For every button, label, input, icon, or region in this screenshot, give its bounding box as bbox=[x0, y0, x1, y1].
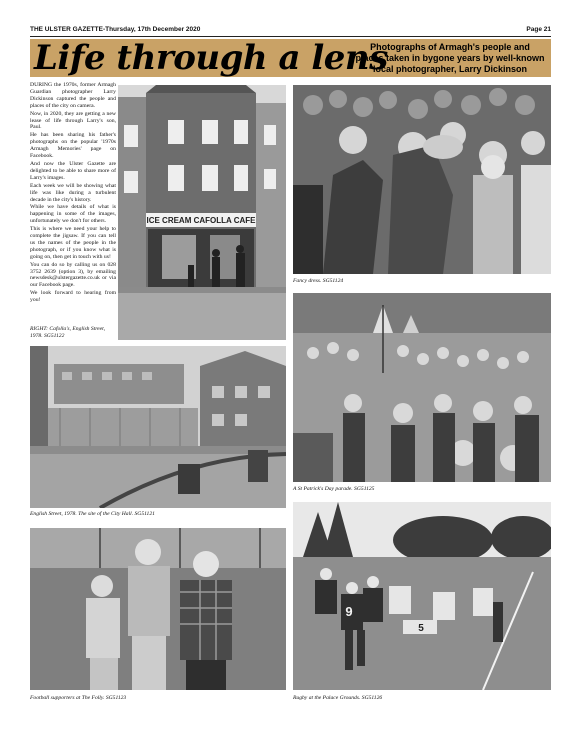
cafolla-caption: RIGHT: Cafolla's, English Street, 1978. SG51122 bbox=[30, 326, 106, 339]
football-photo bbox=[30, 528, 286, 690]
article-paragraph: DURING the 1970s, former Armagh Guardian photographer Larry Dickinson captured the people and places of the city on camera. bbox=[30, 82, 116, 109]
article-paragraph: This is where we need your help to complete the jigsaw. If you can tell us the names of the people in the photograph, or if you know what is going on, then get in touch with us! bbox=[30, 226, 116, 260]
feature-banner bbox=[30, 39, 551, 77]
header-rule bbox=[30, 36, 551, 37]
rugby-shirt-number: 5 bbox=[418, 623, 424, 634]
article-paragraph: Now, in 2020, they are getting a new lease of life through Larry's son, Paul. bbox=[30, 110, 116, 131]
english-street-caption: English Street, 1978. The site of the City Hall. SG51121 bbox=[30, 511, 155, 517]
article-paragraph: While we have details of what is happening in some of the images, unfortunately we don't for others. bbox=[30, 204, 116, 225]
cafolla-photo bbox=[118, 85, 286, 340]
newspaper-dateline: THE ULSTER GAZETTE-Thursday, 17th December 2020 bbox=[30, 26, 201, 33]
article-body bbox=[30, 82, 116, 305]
article-paragraph: And now the Ulster Gazette are delighted to be able to share more of Larry's images. bbox=[30, 160, 116, 181]
article-paragraph: Each week we will be showing what life was like during a turbulent decade in the city's history. bbox=[30, 182, 116, 203]
rugby-photo bbox=[293, 502, 551, 690]
cafolla-sign: ICE CREAM CAFOLLA CAFE bbox=[146, 216, 256, 225]
english-street-photo bbox=[30, 346, 286, 508]
fancy-dress-caption: Fancy dress. SG51124 bbox=[293, 278, 344, 284]
article-paragraph: You can do so by calling us on 028 3752 2639 (option 3), by emailing newsdesk@ulstergazette.co.uk or via our Facebook page. bbox=[30, 261, 116, 289]
feature-subtitle: Photographs of Armagh's people and places taken in bygone years by well-known local photographer, Larry Dickinson bbox=[355, 42, 545, 74]
fancy-dress-photo bbox=[293, 85, 551, 274]
page-number: Page 21 bbox=[526, 26, 551, 33]
article-paragraph: We look forward to hearing from you! bbox=[30, 290, 116, 304]
feature-title: Life through a lens bbox=[34, 38, 388, 78]
football-caption: Football supporters at The Folly. SG51123 bbox=[30, 695, 127, 701]
rugby-shirt-number: 9 bbox=[345, 604, 353, 619]
article-paragraph: He has been sharing his father's photographs on the popular '1970s Armagh Memories' page on Facebook. bbox=[30, 132, 116, 160]
parade-photo bbox=[293, 293, 551, 482]
parade-caption: A St Patrick's Day parade. SG51125 bbox=[293, 486, 375, 492]
rugby-caption: Rugby at the Palace Grounds. SG51126 bbox=[293, 695, 383, 701]
